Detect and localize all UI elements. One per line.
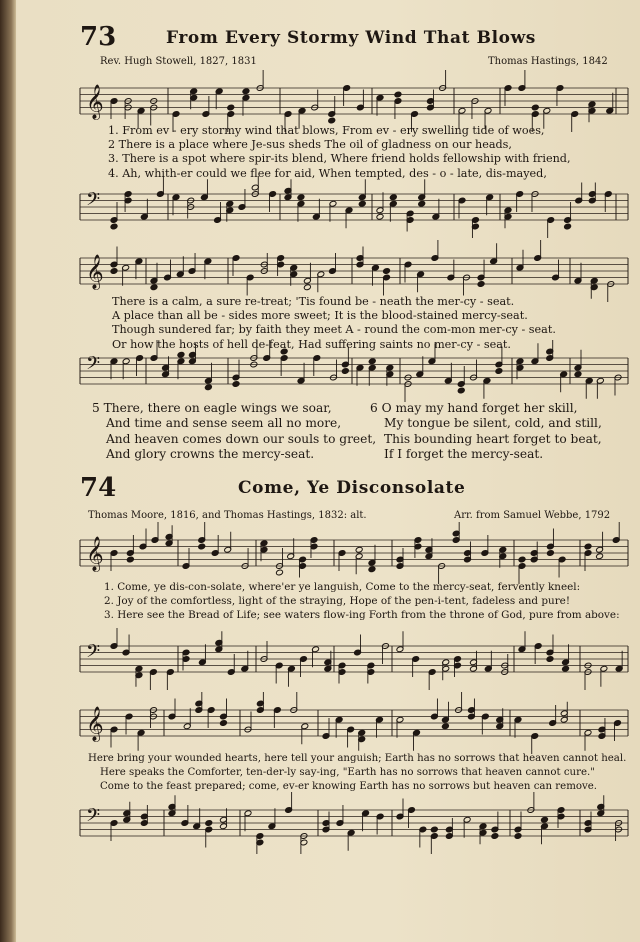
hymn-74-words-credit: Thomas Moore, 1816, and Thomas Hastings, 1832: alt. — [88, 510, 367, 521]
hymn-73-title: From Every Stormy Wind That Blows — [166, 28, 536, 48]
hymn-73-system-2-bass-staff — [80, 354, 628, 394]
lyric-line: Come to the feast prepared; come, ev-er knowing Earth has no sorrows but heaven can remove. — [100, 781, 598, 793]
hymn-74-system-2-bass-staff — [80, 806, 628, 846]
lyric-line: 2. Joy of the comfortless, light of the straying, Hope of the pen-i-tent, fadeless and pure! — [104, 595, 570, 608]
verse-line: If I forget the mercy-seat. — [384, 447, 544, 462]
hymn-74-system-1-treble-staff — [80, 536, 628, 576]
svg-text:𝄞: 𝄞 — [86, 254, 104, 290]
verse-line: My tongue be silent, cold, and still, — [384, 416, 602, 431]
svg-text:𝄢: 𝄢 — [86, 353, 101, 379]
lyric-line: There is a calm, a sure re-treat; 'Tis found be - neath the mer-cy - seat. — [112, 295, 515, 308]
verse-line: And heaven comes down our souls to greet, — [106, 431, 377, 446]
lyric-line: Here bring your wounded hearts, here tell your anguish; Earth has no sorrows that heaven cannot heal. — [88, 753, 627, 764]
hymn-74-system-1-bass-staff — [80, 642, 628, 682]
hymn-74-music-credit: Arr. from Samuel Webbe, 1792 — [454, 510, 611, 521]
svg-text:𝄞: 𝄞 — [86, 706, 104, 742]
svg-text:𝄢: 𝄢 — [86, 189, 101, 215]
svg-text:𝄞: 𝄞 — [86, 84, 104, 120]
svg-text:𝄞: 𝄞 — [86, 536, 104, 572]
lyric-line: 3. Here see the Bread of Life; see waters flow-ing Forth from the throne of God, pure from above: — [104, 609, 620, 622]
hymn-73-music-credit: Thomas Hastings, 1842 — [488, 56, 608, 67]
hymn-73-verse-6 — [370, 401, 602, 463]
book-gutter — [0, 0, 16, 942]
hymn-73-system-1-lyrics — [108, 124, 571, 181]
hymn-73-verse-5 — [92, 401, 376, 463]
lyric-line: 2 There is a place where Je-sus sheds The oil of gladness on our heads, — [108, 138, 512, 152]
hymn-74-number: 74 — [80, 473, 117, 503]
svg-text:𝄢: 𝄢 — [86, 805, 101, 831]
hymn-73-system-1-treble-staff — [80, 84, 628, 124]
hymn-73-system-1-bass-staff — [80, 190, 628, 230]
hymn-73-words-credit: Rev. Hugh Stowell, 1827, 1831 — [100, 56, 257, 67]
svg-text:𝄢: 𝄢 — [86, 641, 101, 667]
hymn-73-system-2-lyrics — [112, 295, 556, 352]
lyric-line: Here speaks the Comforter, ten-der-ly say-ing, "Earth has no sorrows that heaven cannot cure." — [100, 767, 595, 779]
lyric-line: A place than all be - sides more sweet; It is the blood-stained mercy-seat. — [112, 309, 528, 323]
verse-line: 5 There, there on eagle wings we soar, — [92, 401, 332, 415]
hymn-74-system-1-lyrics — [104, 580, 620, 623]
hymn-74-title: Come, Ye Disconsolate — [238, 478, 466, 498]
verse-line: 6 O may my hand forget her skill, — [370, 401, 578, 415]
hymn-74-system-2-lyrics — [88, 752, 626, 795]
verse-line: This bounding heart forget to beat, — [384, 431, 602, 446]
lyric-line: Though sundered far; by faith they meet A - round the com-mon mer-cy - seat. — [112, 323, 556, 337]
hymn-73-number: 73 — [80, 22, 117, 52]
lyric-line: 1. From ev - ery stormy wind that blows, From ev - ery swelling tide of woes, — [108, 124, 545, 137]
verse-line: And time and sense seem all no more, — [106, 416, 342, 431]
verse-line: And glory crowns the mercy-seat. — [106, 447, 315, 462]
hymn-73-system-2-treble-staff — [80, 254, 628, 294]
lyric-line: Or how the hosts of hell de-feat, Had suffering saints no mer-cy - seat. — [112, 337, 511, 351]
hymn-74-system-2-treble-staff — [80, 706, 628, 746]
lyric-line: 1. Come, ye dis-con-solate, where'er ye languish, Come to the mercy-seat, fervently kneel: — [104, 581, 581, 593]
lyric-line: 4. Ah, whith-er could we flee for aid, When tempted, des - o - late, dis-mayed, — [108, 166, 547, 180]
lyric-line: 3. There is a spot where spir-its blend, Where friend holds fellowship with friend, — [108, 152, 571, 166]
